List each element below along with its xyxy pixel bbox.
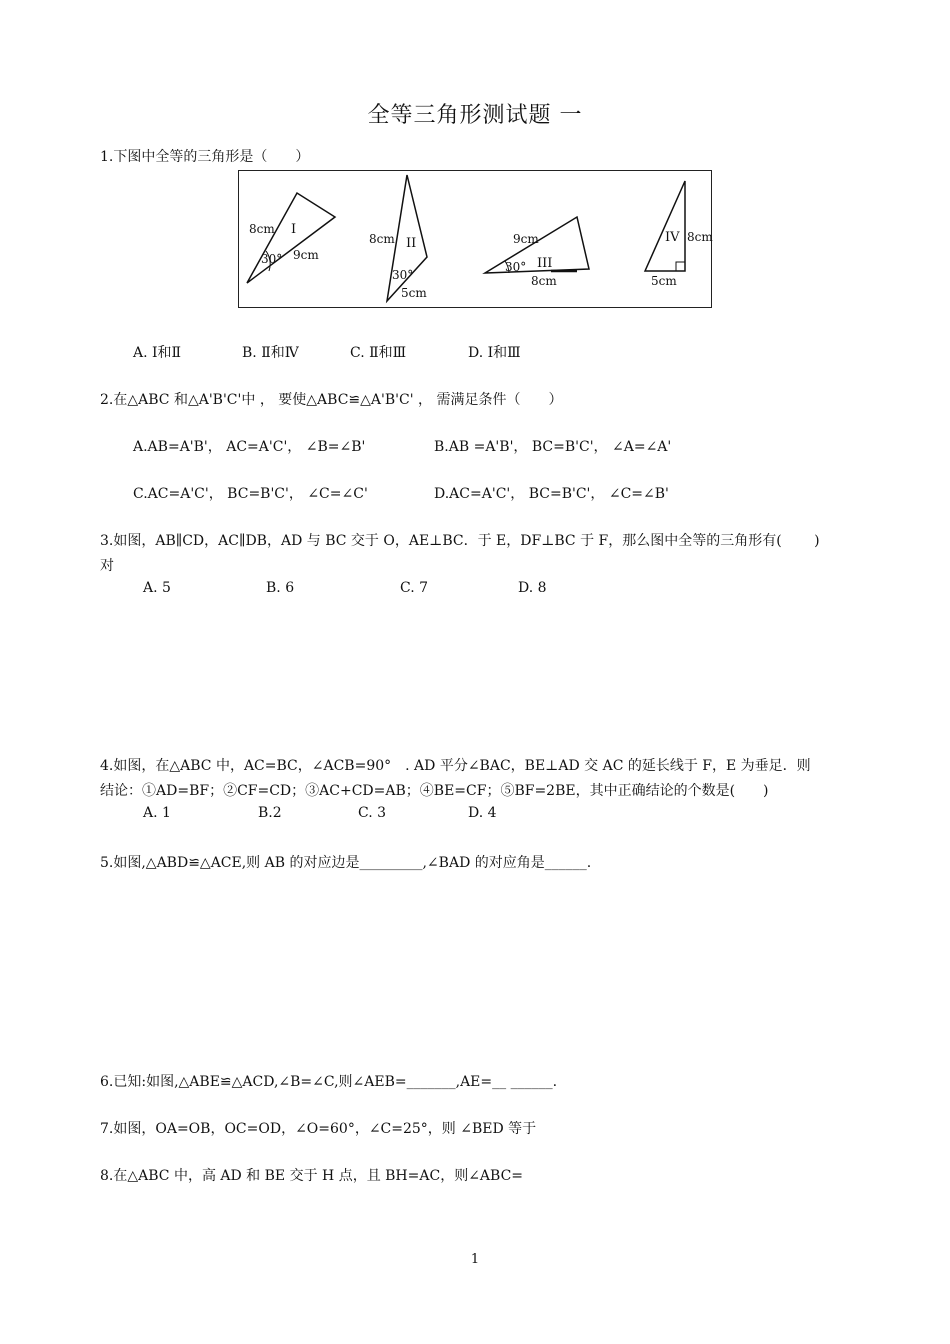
- question-3-stem-cont: 对: [100, 558, 114, 574]
- triangle-4: [645, 181, 685, 271]
- t1-roman: I: [291, 222, 297, 237]
- q4-option-b: B.2: [258, 805, 282, 821]
- q2-option-b: B.AB =A'B'， BC=B'C'， ∠A=∠A': [434, 439, 672, 455]
- question-8-stem: 8.在△ABC 中，高 AD 和 BE 交于 H 点，且 BH=AC，则∠ABC=: [100, 1168, 524, 1184]
- question-4-stem: 4.如图，在△ABC 中，AC=BC，∠ACB=90° . AD 平分∠BAC，BE⊥AD 交 AC 的延长线于 F，E 为垂足．则: [100, 758, 811, 774]
- q3-option-c: C. 7: [400, 580, 429, 596]
- t2-angle: 30°: [392, 268, 414, 282]
- t4-side-b: 5cm: [651, 274, 677, 288]
- q2-option-d: D.AC=A'C'， BC=B'C'， ∠C=∠B': [434, 486, 669, 502]
- q1-option-a: A. Ⅰ和Ⅱ: [133, 345, 182, 361]
- t3-side-a: 9cm: [513, 232, 539, 246]
- t1-angle: 30°: [261, 252, 283, 266]
- page-number: 1: [470, 1252, 480, 1267]
- question-4-stem-cont: 结论：①AD=BF；②CF=CD；③AC+CD=AB；④BE=CF；⑤BF=2BE，其中正确结论的个数是( ): [100, 783, 769, 799]
- question-5-stem: 5.如图,△ABD≌△ACE,则 AB 的对应边是_________,∠BAD 的对应角是______.: [100, 855, 592, 871]
- right-angle-mark: [676, 262, 685, 271]
- t2-side-a: 8cm: [369, 232, 395, 246]
- t1-side-b: 9cm: [293, 248, 319, 262]
- page-title: 全等三角形测试题 一: [367, 103, 583, 128]
- t3-angle: 30°: [505, 260, 527, 274]
- triangle-1: [247, 193, 335, 283]
- q3-option-d: D. 8: [518, 580, 547, 596]
- t2-roman: II: [406, 236, 417, 251]
- q3-option-a: A. 5: [143, 580, 171, 596]
- t3-side-b: 8cm: [531, 274, 557, 288]
- question-6-stem: 6.已知:如图,△ABE≌△ACD,∠B=∠C,则∠AEB=_______,AE=__ ______.: [100, 1074, 558, 1090]
- q1-option-d: D. Ⅰ和Ⅲ: [468, 345, 521, 361]
- question-2-stem: 2.在△ABC 和△A'B'C'中 ， 要使△ABC≌△A'B'C' ， 需满足条件（ ）: [100, 392, 563, 408]
- q3-option-b: B. 6: [266, 580, 295, 596]
- q2-option-a: A.AB=A'B'， AC=A'C'， ∠B=∠B': [133, 439, 366, 455]
- question-1-figure: [238, 170, 712, 308]
- t1-side-a: 8cm: [249, 222, 275, 236]
- t4-side-a: 8cm: [687, 230, 713, 244]
- q4-option-c: C. 3: [358, 805, 387, 821]
- question-7-stem: 7.如图，OA=OB，OC=OD，∠O=60°，∠C=25°，则 ∠BED 等于: [100, 1121, 537, 1137]
- question-3-stem: 3.如图，AB∥CD，AC∥DB，AD 与 BC 交于 O，AE⊥BC．于 E，DF⊥BC 于 F，那么图中全等的三角形有( ): [100, 533, 820, 549]
- q1-option-c: C. Ⅱ和Ⅲ: [350, 345, 407, 361]
- t3-roman: III: [537, 256, 553, 271]
- t2-side-b: 5cm: [401, 286, 427, 300]
- t4-roman: IV: [665, 230, 680, 245]
- question-1-stem: 1.下图中全等的三角形是（ ）: [100, 149, 310, 165]
- q2-option-c: C.AC=A'C'， BC=B'C'， ∠C=∠C': [133, 486, 368, 502]
- triangles-figure: [239, 171, 713, 309]
- q1-option-b: B. Ⅱ和Ⅳ: [242, 345, 299, 361]
- q4-option-d: D. 4: [468, 805, 497, 821]
- q4-option-a: A. 1: [143, 805, 171, 821]
